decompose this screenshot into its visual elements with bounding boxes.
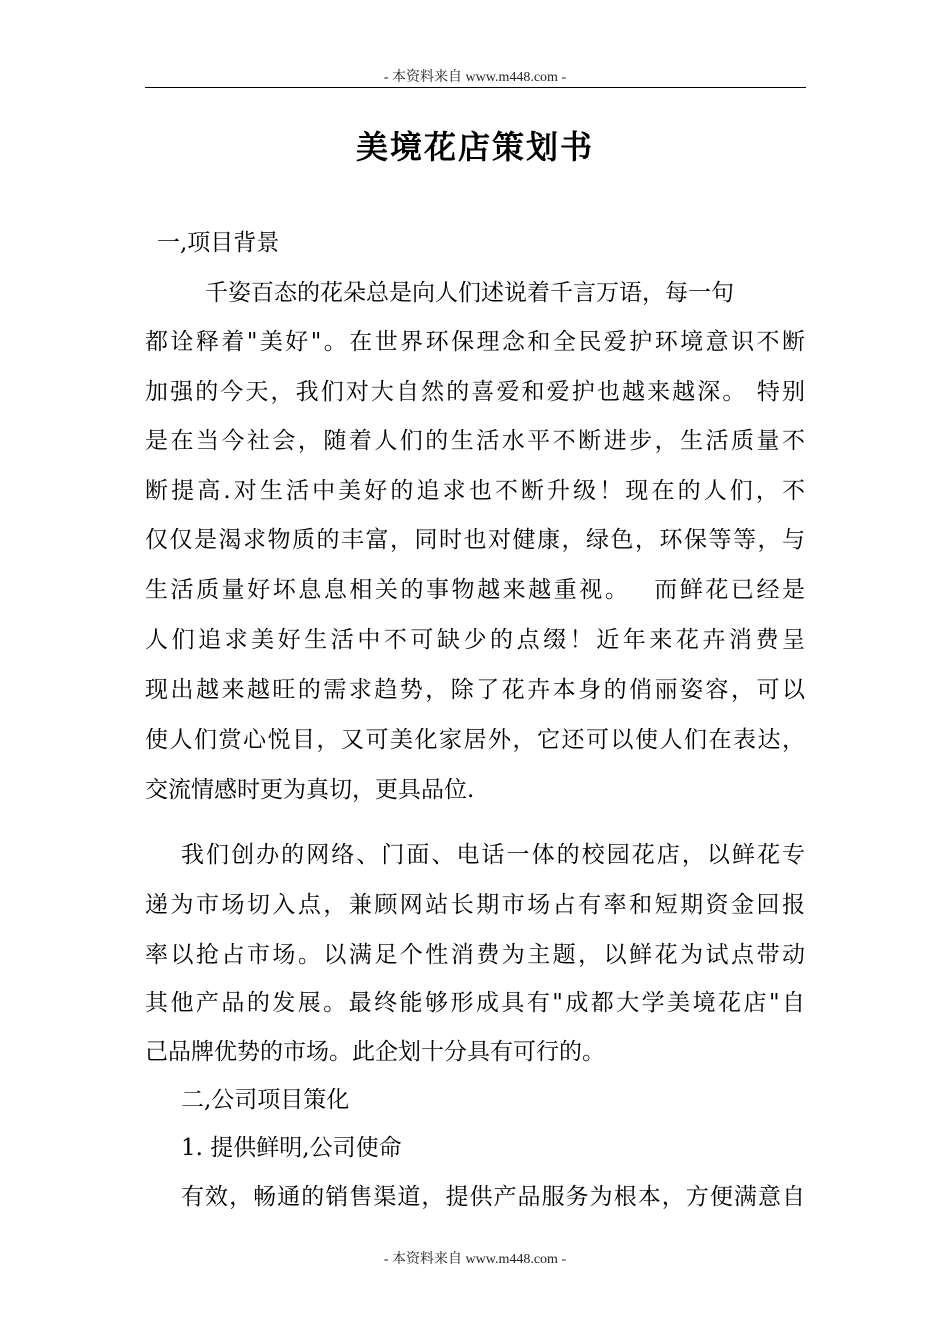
paragraph-line: 是在当今社会，随着人们的生活水平不断进步，生活质量不 xyxy=(145,428,805,454)
header-rule xyxy=(145,87,806,88)
paragraph-line: 仅仅是渴求物质的丰富，同时也对健康，绿色，环保等等，与 xyxy=(145,527,805,553)
paragraph-line: 交流情感时更为真切，更具品位. xyxy=(145,777,475,803)
section-heading: 二,公司项目策化 xyxy=(181,1087,350,1113)
paragraph-line: 递为市场切入点，兼顾网站长期市场占有率和短期资金回报 xyxy=(145,892,805,918)
paragraph-line: 断提高.对生活中美好的追求也不断升级！现在的人们，不 xyxy=(145,478,805,504)
section-heading: 一,项目背景 xyxy=(157,230,280,256)
paragraph-line: 其他产品的发展。最终能够形成具有"成都大学美境花店"自 xyxy=(145,990,805,1016)
paragraph-line: 我们创办的网络、门面、电话一体的校园花店，以鲜花专 xyxy=(181,842,805,868)
paragraph-line: 千姿百态的花朵总是向人们述说着千言万语，每一句 xyxy=(205,280,734,306)
page-footer: - 本资料来自 www.m448.com - xyxy=(383,1252,567,1267)
paragraph-line: 有效，畅通的销售渠道，提供产品服务为根本，方便满意自 xyxy=(181,1184,805,1210)
paragraph-line: 加强的今天，我们对大自然的喜爱和爱护也越来越深。 特别 xyxy=(145,379,805,405)
subsection-heading: 1. 提供鲜明,公司使命 xyxy=(181,1135,402,1161)
paragraph-line: 生活质量好坏息息相关的事物越来越重视。 而鲜花已经是 xyxy=(145,577,805,603)
page-header: - 本资料来自 www.m448.com - xyxy=(383,70,567,85)
document-title: 美境花店策划书 xyxy=(355,128,594,166)
paragraph-line: 人们追求美好生活中不可缺少的点缀！近年来花卉消费呈 xyxy=(145,627,805,653)
paragraph-line: 现出越来越旺的需求趋势，除了花卉本身的俏丽姿容，可以 xyxy=(145,677,805,703)
paragraph-line: 使人们赏心悦目，又可美化家居外，它还可以使人们在表达， xyxy=(145,727,805,753)
paragraph-line: 己品牌优势的市场。此企划十分具有可行的。 xyxy=(145,1039,605,1065)
paragraph-line: 率以抢占市场。以满足个性消费为主题，以鲜花为试点带动 xyxy=(145,942,805,968)
paragraph-line: 都诠释着"美好"。在世界环保理念和全民爱护环境意识不断 xyxy=(145,329,805,355)
